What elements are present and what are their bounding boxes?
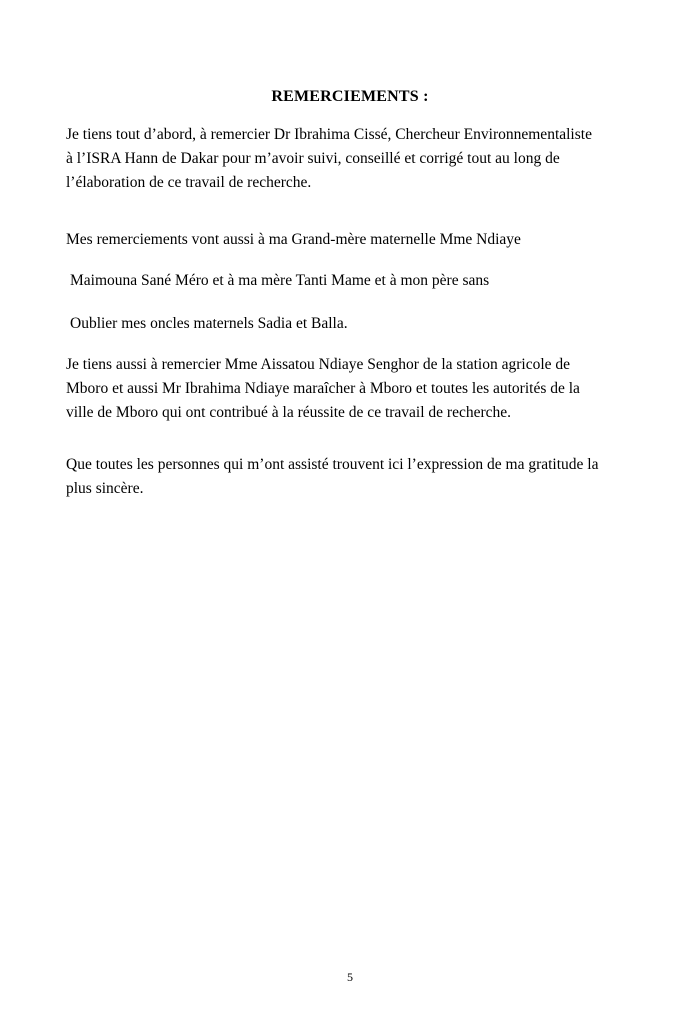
paragraph-line: l’élaboration de ce travail de recherche.	[66, 174, 312, 191]
paragraph-thanks-uncles	[70, 312, 650, 336]
page-title: REMERCIEMENTS :	[271, 88, 429, 105]
page-number: 5	[347, 970, 353, 984]
paragraph-thanks-mboro	[66, 353, 646, 425]
paragraph-line: Mboro et aussi Mr Ibrahima Ndiaye maraîcher à Mboro et toutes les autorités de la	[66, 380, 580, 397]
paragraph-line: Mes remerciements vont aussi à ma Grand-mère maternelle Mme Ndiaye	[66, 231, 521, 248]
paragraph-line: Que toutes les personnes qui m’ont assisté trouvent ici l’expression de ma gratitude la	[66, 456, 599, 473]
paragraph-gratitude	[66, 453, 646, 501]
paragraph-line: à l’ISRA Hann de Dakar pour m’avoir suivi, conseillé et corrigé tout au long de	[66, 150, 560, 167]
paragraph-line: Oublier mes oncles maternels Sadia et Balla.	[70, 315, 348, 332]
paragraph-line: Maimouna Sané Méro et à ma mère Tanti Mame et à mon père sans	[70, 272, 490, 289]
paragraph-line: Je tiens aussi à remercier Mme Aissatou Ndiaye Senghor de la station agricole de	[66, 356, 571, 373]
paragraph-line: ville de Mboro qui ont contribué à la réussite de ce travail de recherche.	[66, 404, 512, 421]
paragraph-line: Je tiens tout d’abord, à remercier Dr Ibrahima Cissé, Chercheur Environnementaliste	[66, 126, 592, 143]
paragraph-thanks-grandmother	[66, 228, 646, 252]
paragraph-line: plus sincère.	[66, 480, 144, 497]
paragraph-thanks-parents	[70, 269, 650, 293]
paragraph-thanks-supervisor	[66, 123, 646, 195]
